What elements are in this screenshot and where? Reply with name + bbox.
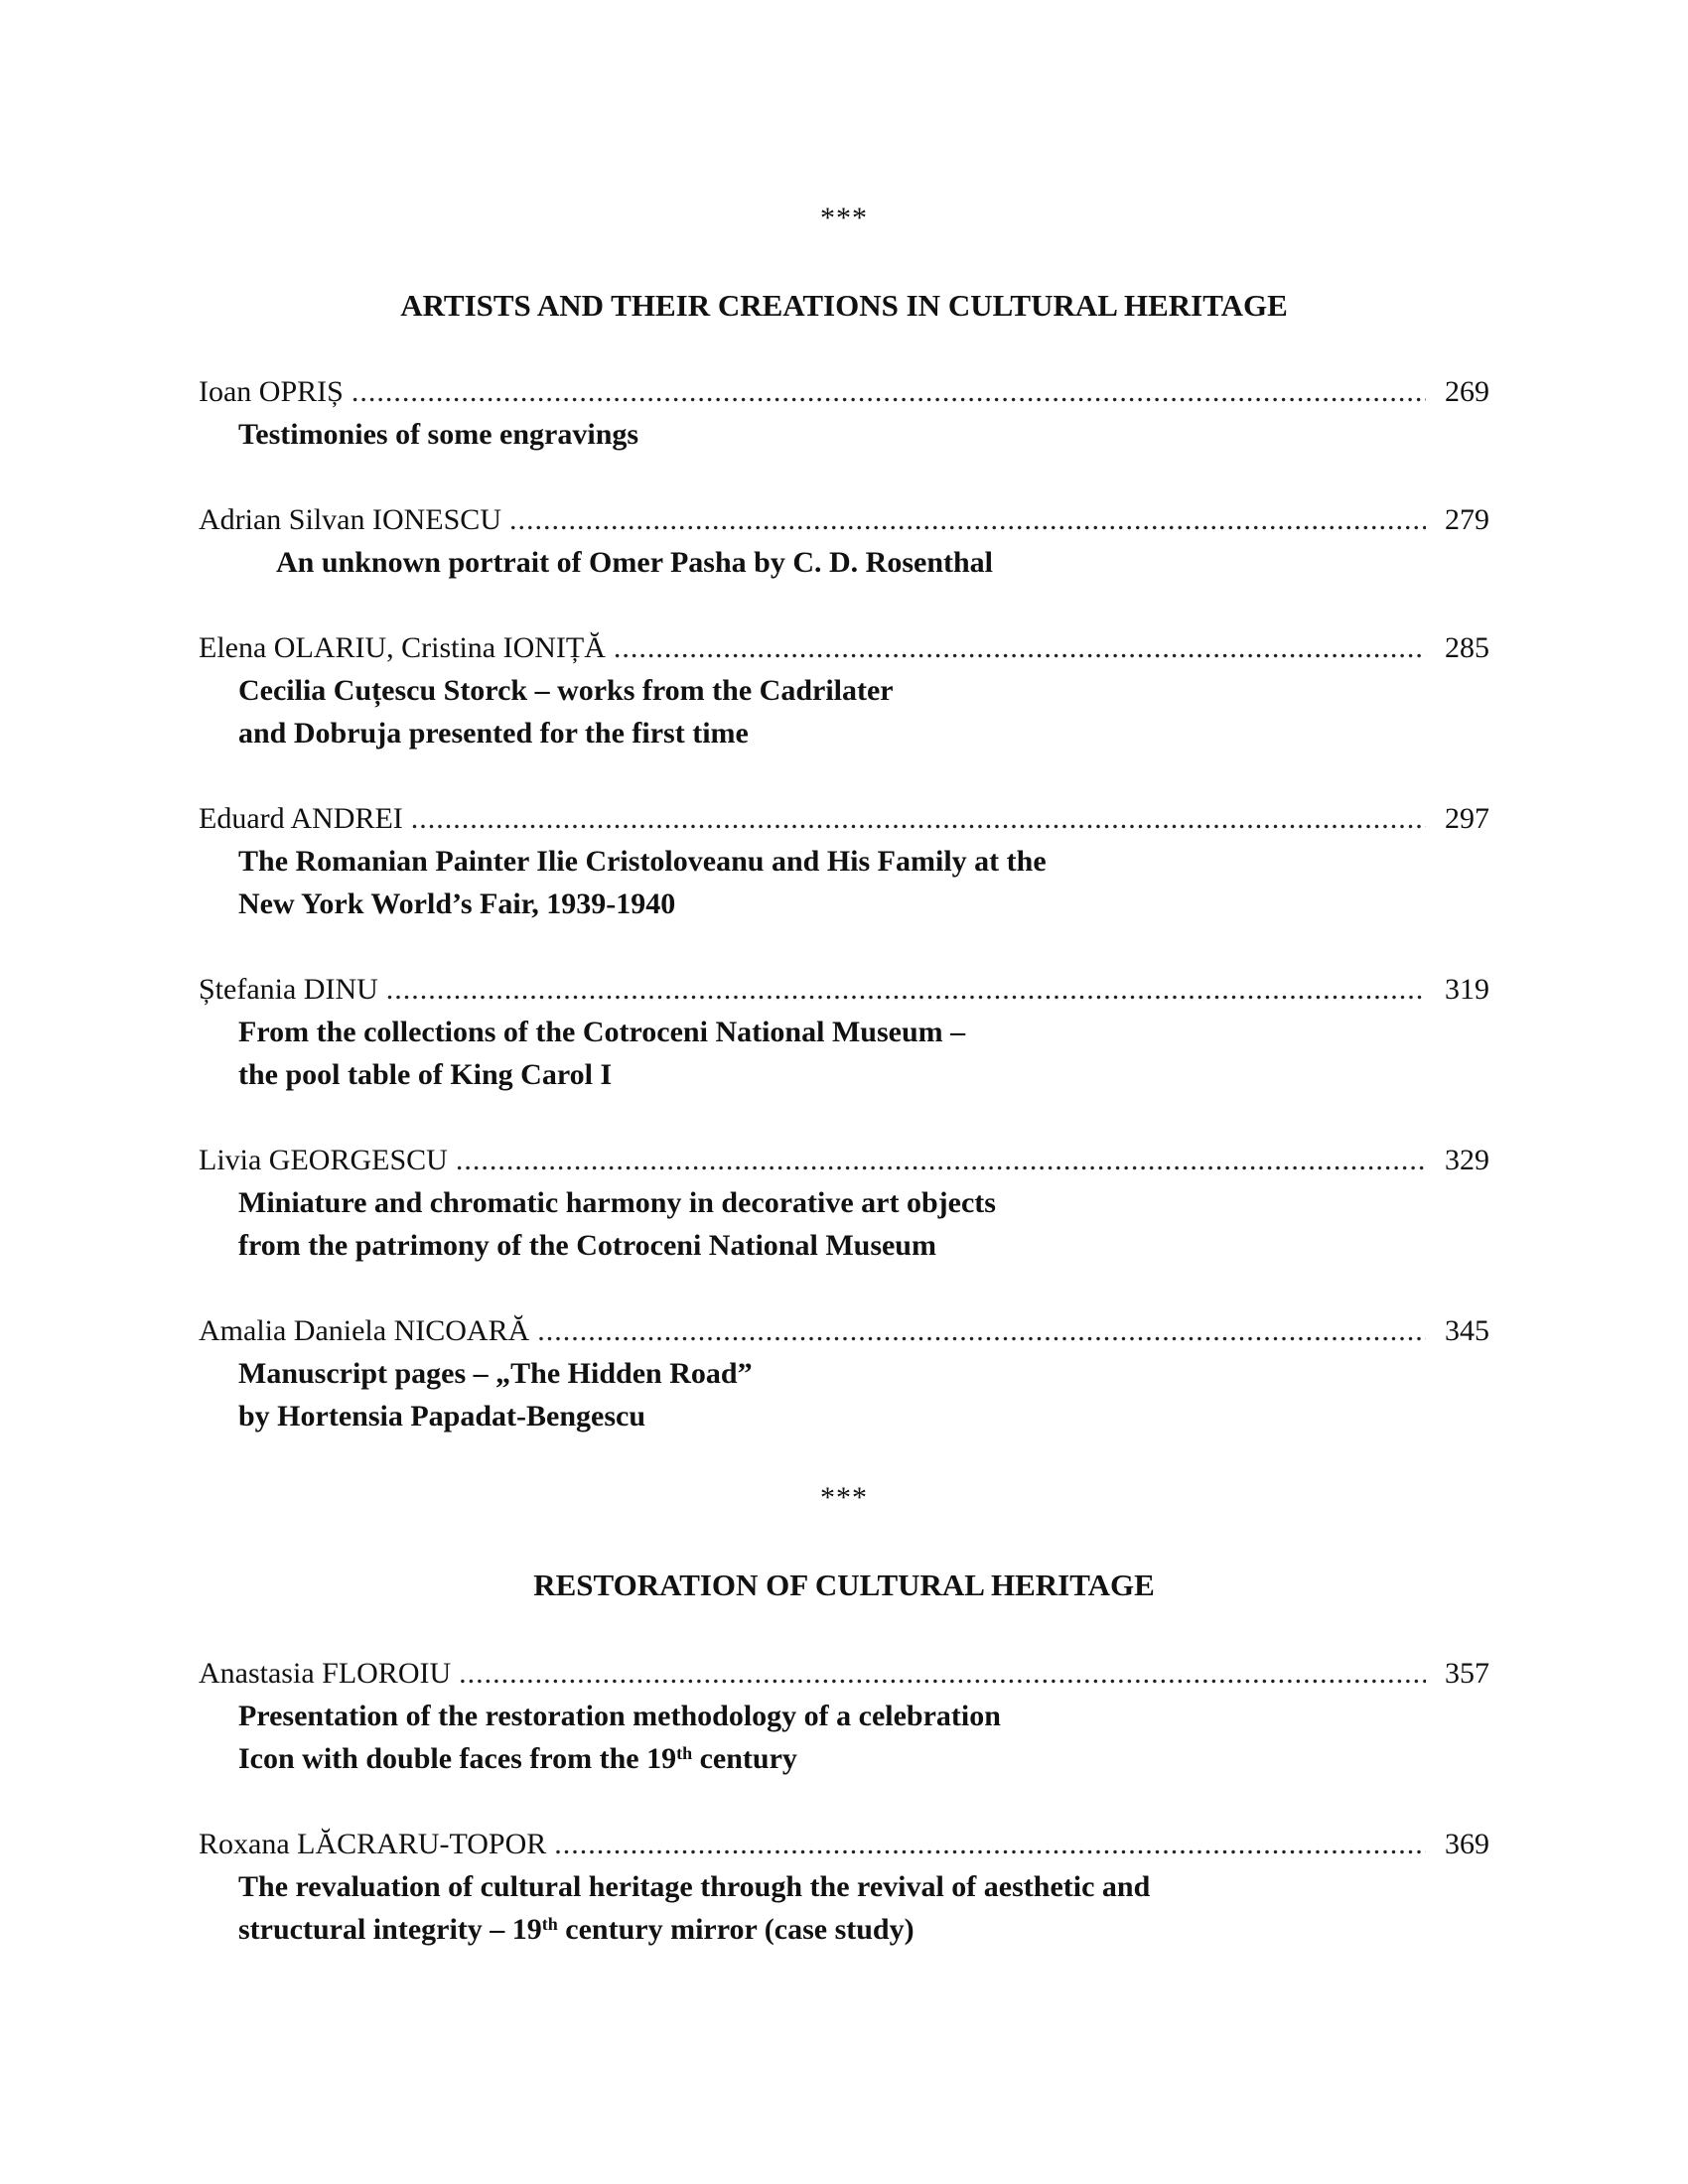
entry-author: Ștefania DINU xyxy=(199,973,378,1006)
entry-author: Elena OLARIU, Cristina IONIȚĂ xyxy=(199,631,606,664)
title-text: century mirror (case study) xyxy=(557,1913,914,1946)
entry-author-line xyxy=(199,1823,1489,1865)
entry-author: Livia GEORGESCU xyxy=(199,1144,448,1176)
toc-entry[interactable] xyxy=(199,968,1489,1096)
dot-leader xyxy=(614,626,1426,669)
title-text: century xyxy=(692,1742,797,1775)
entry-author-line xyxy=(199,797,1489,840)
entry-page-number: 297 xyxy=(1445,802,1489,835)
entry-title-line-1: Cecilia Cuțescu Storck – works from the Cadrilater xyxy=(238,674,894,707)
entry-title-line-2 xyxy=(199,1908,1489,1951)
entry-page-number: 319 xyxy=(1445,973,1489,1006)
entry-page-number: 285 xyxy=(1445,631,1489,664)
toc-entry[interactable] xyxy=(199,370,1489,456)
dot-leader xyxy=(386,968,1426,1011)
entry-author-line xyxy=(199,626,1489,669)
dot-leader xyxy=(554,1823,1426,1865)
section-separator-stars: *** xyxy=(820,1481,868,1514)
toc-entry[interactable] xyxy=(199,1652,1489,1780)
entry-title-line-2: the pool table of King Carol I xyxy=(238,1058,613,1091)
entry-author: Eduard ANDREI xyxy=(199,802,403,835)
entry-title-line-2: by Hortensia Papadat-Bengescu xyxy=(238,1400,646,1433)
dot-leader xyxy=(352,370,1426,413)
entry-author-line xyxy=(199,1309,1489,1352)
entry-author-line xyxy=(199,370,1489,413)
section-title-restoration: RESTORATION OF CULTURAL HERITAGE xyxy=(533,1568,1155,1602)
entry-author: Roxana LĂCRARU-TOPOR xyxy=(199,1828,547,1860)
entry-title-line-1: Presentation of the restoration methodology of a celebration xyxy=(238,1700,1001,1732)
entry-title-line-1: The Romanian Painter Ilie Cristoloveanu and His Family at the xyxy=(238,845,1047,878)
toc-entry[interactable] xyxy=(199,1823,1489,1951)
entry-page-number: 329 xyxy=(1445,1144,1489,1176)
entry-page-number: 279 xyxy=(1445,503,1489,536)
entry-title: An unknown portrait of Omer Pasha by C. D. Rosenthal xyxy=(276,546,994,579)
dot-leader xyxy=(456,1139,1426,1181)
entry-title-line-2 xyxy=(199,1737,1489,1780)
entry-title-line-2: New York World’s Fair, 1939-1940 xyxy=(238,887,676,920)
ordinal-suffix: th xyxy=(541,1914,558,1934)
entry-title-line-2: and Dobruja presented for the first time xyxy=(238,717,749,750)
section-title-artists: ARTISTS AND THEIR CREATIONS IN CULTURAL HERITAGE xyxy=(400,288,1288,323)
toc-entry[interactable] xyxy=(199,498,1489,584)
entry-author-line xyxy=(199,498,1489,541)
title-text: structural integrity – 19 xyxy=(238,1913,542,1946)
entry-title: Testimonies of some engravings xyxy=(238,418,639,451)
toc-entry[interactable] xyxy=(199,797,1489,925)
entry-author: Adrian Silvan IONESCU xyxy=(199,503,501,536)
entry-page-number: 357 xyxy=(1445,1657,1489,1690)
dot-leader xyxy=(509,498,1426,541)
title-text: Icon with double faces from the 19 xyxy=(238,1742,677,1775)
entry-title-line-1: The revaluation of cultural heritage through the revival of aesthetic and xyxy=(238,1870,1151,1903)
entry-author-line xyxy=(199,1139,1489,1181)
toc-entry[interactable] xyxy=(199,626,1489,754)
section-separator-stars: *** xyxy=(820,202,868,234)
toc-entry[interactable] xyxy=(199,1139,1489,1267)
entry-author-line xyxy=(199,968,1489,1011)
entry-title-line-1: From the collections of the Cotroceni National Museum – xyxy=(238,1016,966,1048)
dot-leader xyxy=(537,1309,1426,1352)
entry-author: Ioan OPRIȘ xyxy=(199,375,344,408)
entry-title-line-2: from the patrimony of the Cotroceni National Museum xyxy=(238,1229,936,1262)
entry-author: Amalia Daniela NICOARĂ xyxy=(199,1314,530,1347)
entry-page-number: 369 xyxy=(1445,1828,1489,1860)
dot-leader xyxy=(459,1652,1426,1695)
entry-title-line-1: Miniature and chromatic harmony in decorative art objects xyxy=(238,1186,996,1219)
ordinal-suffix: th xyxy=(676,1743,693,1763)
entry-title-line-1: Manuscript pages – „The Hidden Road” xyxy=(238,1357,753,1390)
entry-page-number: 269 xyxy=(1445,375,1489,408)
entry-author-line xyxy=(199,1652,1489,1695)
entry-page-number: 345 xyxy=(1445,1314,1489,1347)
dot-leader xyxy=(411,797,1426,840)
entry-author: Anastasia FLOROIU xyxy=(199,1657,452,1690)
toc-entry[interactable] xyxy=(199,1309,1489,1437)
